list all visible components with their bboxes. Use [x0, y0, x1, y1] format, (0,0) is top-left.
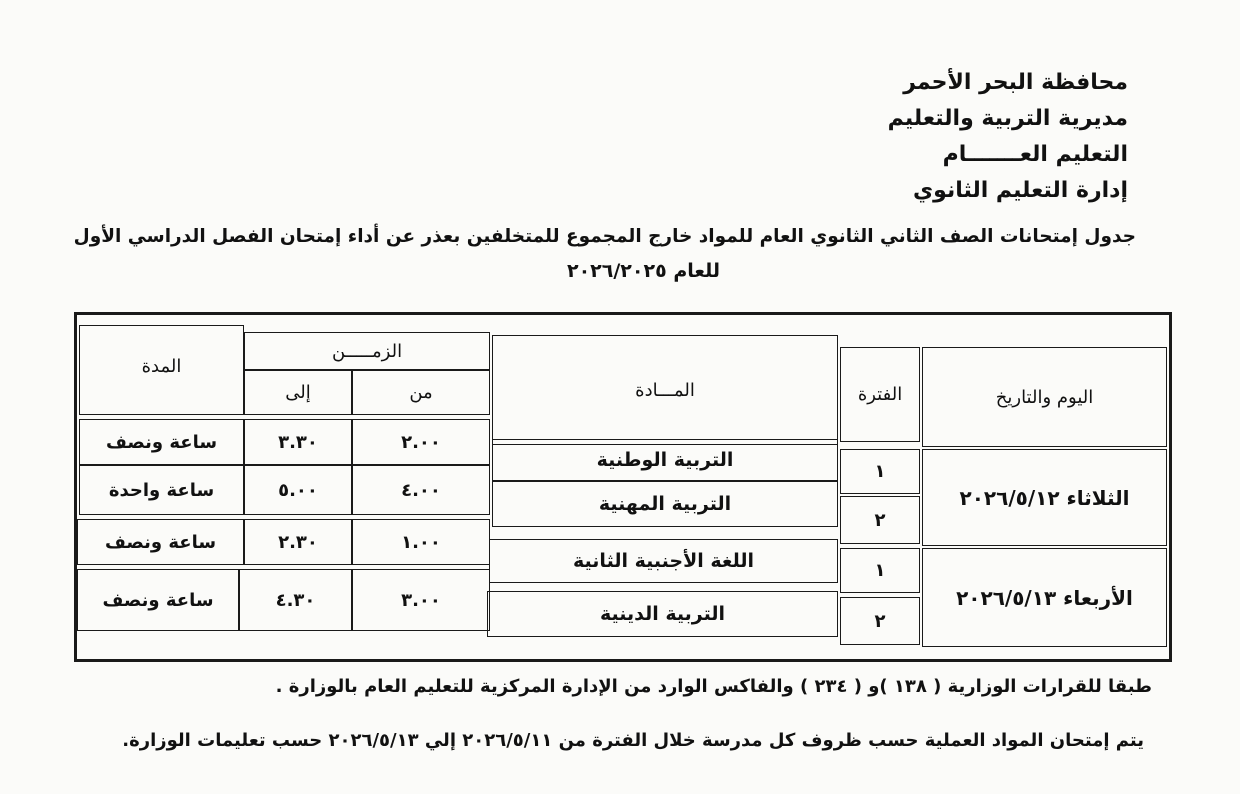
header-period: الفترة: [840, 347, 920, 442]
header-from: من: [352, 370, 490, 415]
duration-cell: ساعة ونصف: [77, 519, 244, 565]
header-time: الزمـــــن: [244, 332, 490, 370]
time-from-cell: ٢.٠٠: [352, 419, 490, 465]
duration-cell: ساعة واحدة: [79, 465, 244, 515]
period-cell: ١: [840, 548, 920, 593]
time-to-cell: ٣.٣٠: [244, 419, 352, 465]
administration-label: إدارة التعليم الثانوي: [912, 178, 1128, 203]
time-from-cell: ١.٠٠: [352, 519, 490, 565]
subject-cell: اللغة الأجنبية الثانية: [489, 539, 838, 583]
time-to-cell: ٢.٣٠: [244, 519, 352, 565]
duration-cell: ساعة ونصف: [79, 419, 244, 465]
header-duration: المدة: [79, 325, 244, 415]
subject-cell: التربية المهنية: [492, 481, 838, 527]
subject-cell: التربية الوطنية: [492, 439, 838, 481]
time-to-cell: ٥.٠٠: [244, 465, 352, 515]
header-day-date: اليوم والتاريخ: [922, 347, 1167, 447]
governorate-label: محافظة البحر الأحمر: [903, 70, 1128, 95]
period-cell: ٢: [840, 496, 920, 544]
subject-cell: التربية الدينية: [487, 591, 838, 637]
practical-exams-note: يتم إمتحان المواد العملية حسب ظروف كل مدرسة خلال الفترة من ٢٠٢٦/٥/١١ إلي ٢٠٢٦/٥/١٣ حسب تعليمات الوزارة.: [122, 730, 1144, 751]
exam-schedule-table: [74, 312, 1172, 662]
period-cell: ١: [840, 449, 920, 494]
day-wednesday: الأربعاء ٢٠٢٦/٥/١٣: [922, 548, 1167, 647]
department-label: التعليم العـــــــام: [942, 142, 1128, 167]
directorate-label: مديرية التربية والتعليم: [887, 106, 1128, 131]
time-to-cell: ٤.٣٠: [239, 569, 352, 631]
header-subject: المـــادة: [492, 335, 838, 445]
time-from-cell: ٣.٠٠: [352, 569, 490, 631]
schedule-title: جدول إمتحانات الصف الثاني الثانوي العام للمواد خارج المجموع للمتخلفين بعذر عن أداء إمتحان الفصل الدراسي الأول: [73, 226, 1136, 247]
period-cell: ٢: [840, 597, 920, 645]
duration-cell: ساعة ونصف: [77, 569, 239, 631]
time-from-cell: ٤.٠٠: [352, 465, 490, 515]
regulation-note: طبقا للقرارات الوزارية ( ١٣٨ )و ( ٢٣٤ ) والفاكس الوارد من الإدارة المركزية للتعليم العام بالوزارة .: [275, 676, 1152, 697]
day-tuesday: الثلاثاء ٢٠٢٦/٥/١٢: [922, 449, 1167, 546]
schedule-year: للعام ٢٠٢٦/٢٠٢٥: [566, 260, 720, 282]
header-to: إلى: [244, 370, 352, 415]
